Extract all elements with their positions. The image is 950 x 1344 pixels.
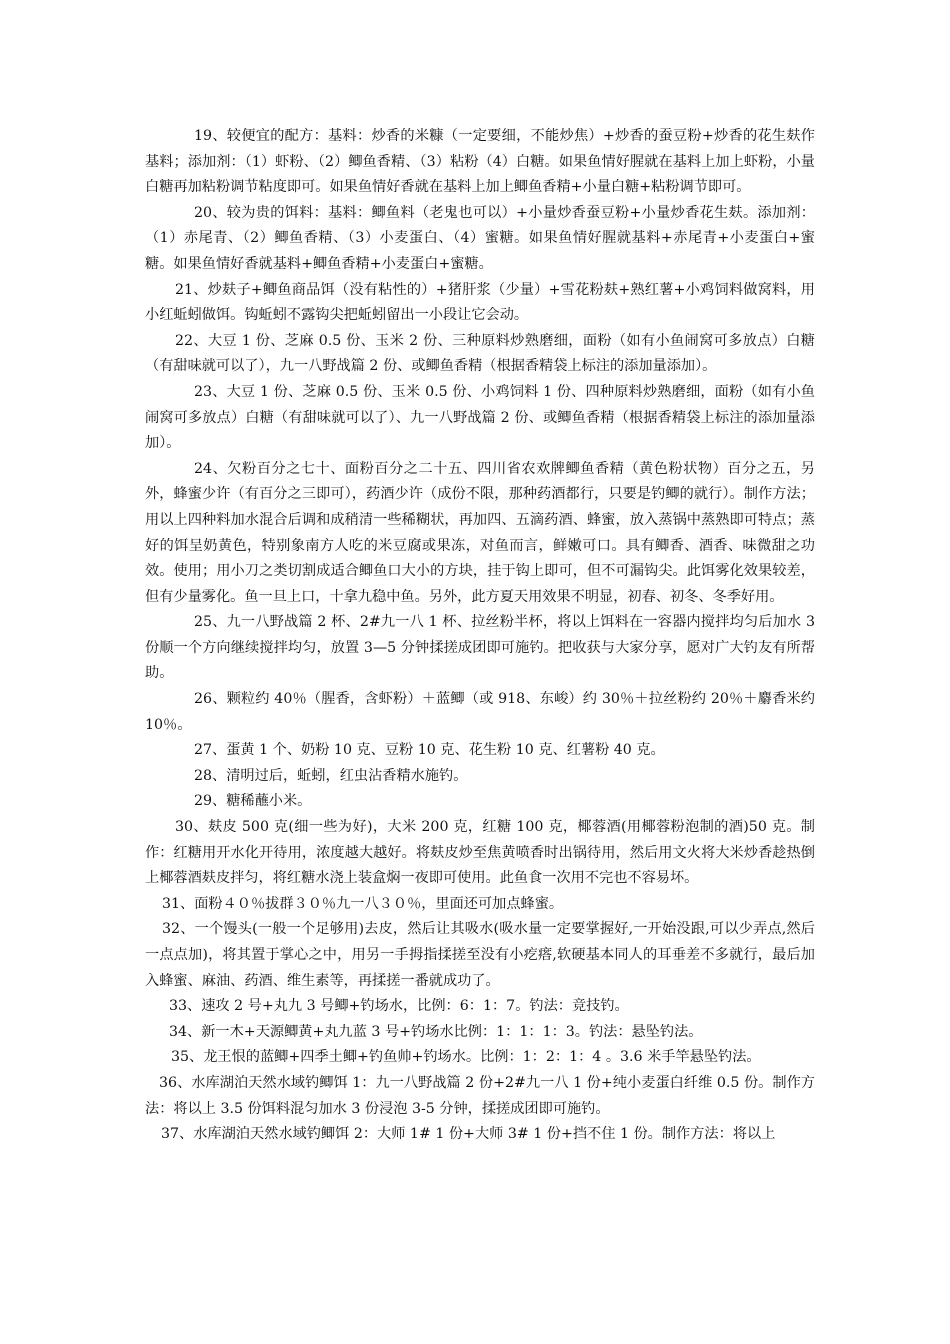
recipe-22: 22、大豆 1 份、芝麻 0.5 份、玉米 2 份、三种原料炒熟磨细，面粉（如有小鱼闹窝可多放点）白糖（有甜味就可以了），九一八野战篇 2 份、或鲫鱼香精（根据香精袋上标注的添加量添加）。 (145, 332, 815, 375)
recipe-23: 23、大豆 1 份、芝麻 0.5 份、玉米 0.5 份、小鸡饲料 1 份、四种原料炒熟磨细，面粉（如有小鱼闹窝可多放点）白糖（有甜味就可以了）、九一八野战篇 2 份、或鲫鱼香精（根据香精袋上标注的添加量添加）。 (145, 383, 815, 452)
recipe-37: 37、水库湖泊天然水域钓鲫饵 2：大师 1# 1 份+大师 3# 1 份+挡不住 1 份。制作方法：将以上 (161, 1126, 776, 1143)
recipe-19: 19、较便宜的配方：基料：炒香的米糠（一定要细，不能炒焦）+炒香的蚕豆粉+炒香的花生麸作基料；添加剂：（1）虾粉、（2）鲫鱼香精、（3）粘粉（4）白糖。如果鱼情好腥就在基料上加上虾粉，小量白糖再加粘粉调节粘度即可。如果鱼情好香就在基料上加上鲫鱼香精+小量白糖+粘粉调节即可。 (145, 128, 815, 196)
recipe-24: 24、欠粉百分之七十、面粉百分之二十五、四川省农欢牌鲫鱼香精（黄色粉状物）百分之五，另外，蜂蜜少许（有百分之三即可），药酒少许（成份不限，那种药酒都行，只要是钓鲫的就行）。制作方法；用以上四种料加水混合后调和成稍清一些稀糊状，再加四、五滴药酒、蜂蜜，放入蒸锅中蒸熟即可特点；蒸好的饵呈奶黄色，特别象南方人吃的米豆腐或果冻，对鱼而言，鲜嫩可口。具有鲫香、酒香、味微甜之功效。使用；用小刀之类切割成适合鲫鱼口大小的方块，挂于钩上即可，但不可漏钩尖。此饵雾化效果较差，但有少量雾化。鱼一旦上口，十拿九稳中鱼。另外，此方夏天用效果不明显，初春、初冬、冬季好用。 (145, 460, 815, 605)
recipe-25: 25、九一八野战篇 2 杯、2#九一八 1 杯、拉丝粉半杯，将以上饵料在一容器内搅拌均匀后加水 3 份顺一个方向继续搅拌均匀，放置 3—5 分钟揉搓成团即可施钓。把收获与大家分享，愿对广大钓友有所帮助。 (145, 614, 815, 682)
recipe-list (145, 124, 815, 1148)
recipe-28: 28、清明过后，蚯蚓，红虫沾香精水施钓。 (194, 767, 468, 784)
recipe-27: 27、蛋黄 1 个、奶粉 10 克、豆粉 10 克、花生粉 10 克、红薯粉 40 克。 (194, 742, 665, 759)
recipe-26: 26、颗粒约 40％（腥香，含虾粉）＋蓝鲫（或 918、东峻）约 30％＋拉丝粉约 20％＋麝香米约 10％。 (145, 691, 815, 733)
recipe-31: 31、面粉４０％拔群３０％九一八３０％，里面还可加点蜂蜜。 (162, 895, 564, 912)
recipe-35: 35、龙王恨的蓝鲫+四季土鲫+钓鱼帅+钓场水。比例：1：2：1：4 。3.6 米手竿悬坠钓法。 (171, 1049, 761, 1066)
recipe-21: 21、炒麸子+鲫鱼商品饵（没有粘性的）+猪肝浆（少量）+雪花粉麸+熟红薯+小鸡饲料做窝料，用小红蚯蚓做饵。钩蚯蚓不露钩尖把蚯蚓留出一小段让它会动。 (145, 281, 815, 324)
recipe-20: 20、较为贵的饵料：基料：鲫鱼料（老鬼也可以）+小量炒香蚕豆粉+小量炒香花生麸。添加剂：（1）赤尾青、（2）鲫鱼香精、（3）小麦蛋白、（4）蜜糖。如果鱼情好腥就基料+赤尾青+小麦蛋白+蜜糖。如果鱼情好香就基料+鲫鱼香精+小麦蛋白+蜜糖。 (145, 204, 815, 272)
recipe-29: 29、糖稀蘸小米。 (194, 793, 312, 810)
recipe-34: 34、新一木+天源鲫黄+丸九蓝 3 号+钓场水比例：1：1：1：3。钓法：悬坠钓法。 (169, 1023, 703, 1040)
recipe-36: 36、水库湖泊天然水域钓鲫饵 1：九一八野战篇 2 份+2#九一八 1 份+纯小麦蛋白纤维 0.5 份。制作方法：将以上 3.5 份饵料混匀加水 3 份浸泡 3-5 分钟，揉搓成团即可施钓。 (145, 1074, 815, 1117)
recipe-32: 32、一个馒头(一般一个足够用)去皮，然后让其吸水(吸水量一定要掌握好,一开始没跟,可以少弄点,然后一点点加)，将其置于掌心之中，用另一手拇指揉搓至没有小疙瘩,软硬基本同人的耳垂差不多就行，最后加入蜂蜜、麻油、药酒、维生素等，再揉搓一番就成功了。 (145, 921, 815, 989)
recipe-33: 33、速攻 2 号+丸九 3 号鲫+钓场水，比例：6：1：7。钓法：竞技钓。 (169, 998, 629, 1015)
recipe-30: 30、麸皮 500 克(细一些为好)，大米 200 克，红糖 100 克，椰蓉酒(用椰蓉粉泡制的酒)50 克。制作：红糖用开水化开待用，浓度越大越好。将麸皮炒至焦黄喷香时出锅待用，然后用文火将大米炒香趁热倒上椰蓉酒麸皮拌匀，将红糖水浇上装盒焖一夜即可使用。此鱼食一次用不完也不容易坏。 (145, 819, 815, 887)
